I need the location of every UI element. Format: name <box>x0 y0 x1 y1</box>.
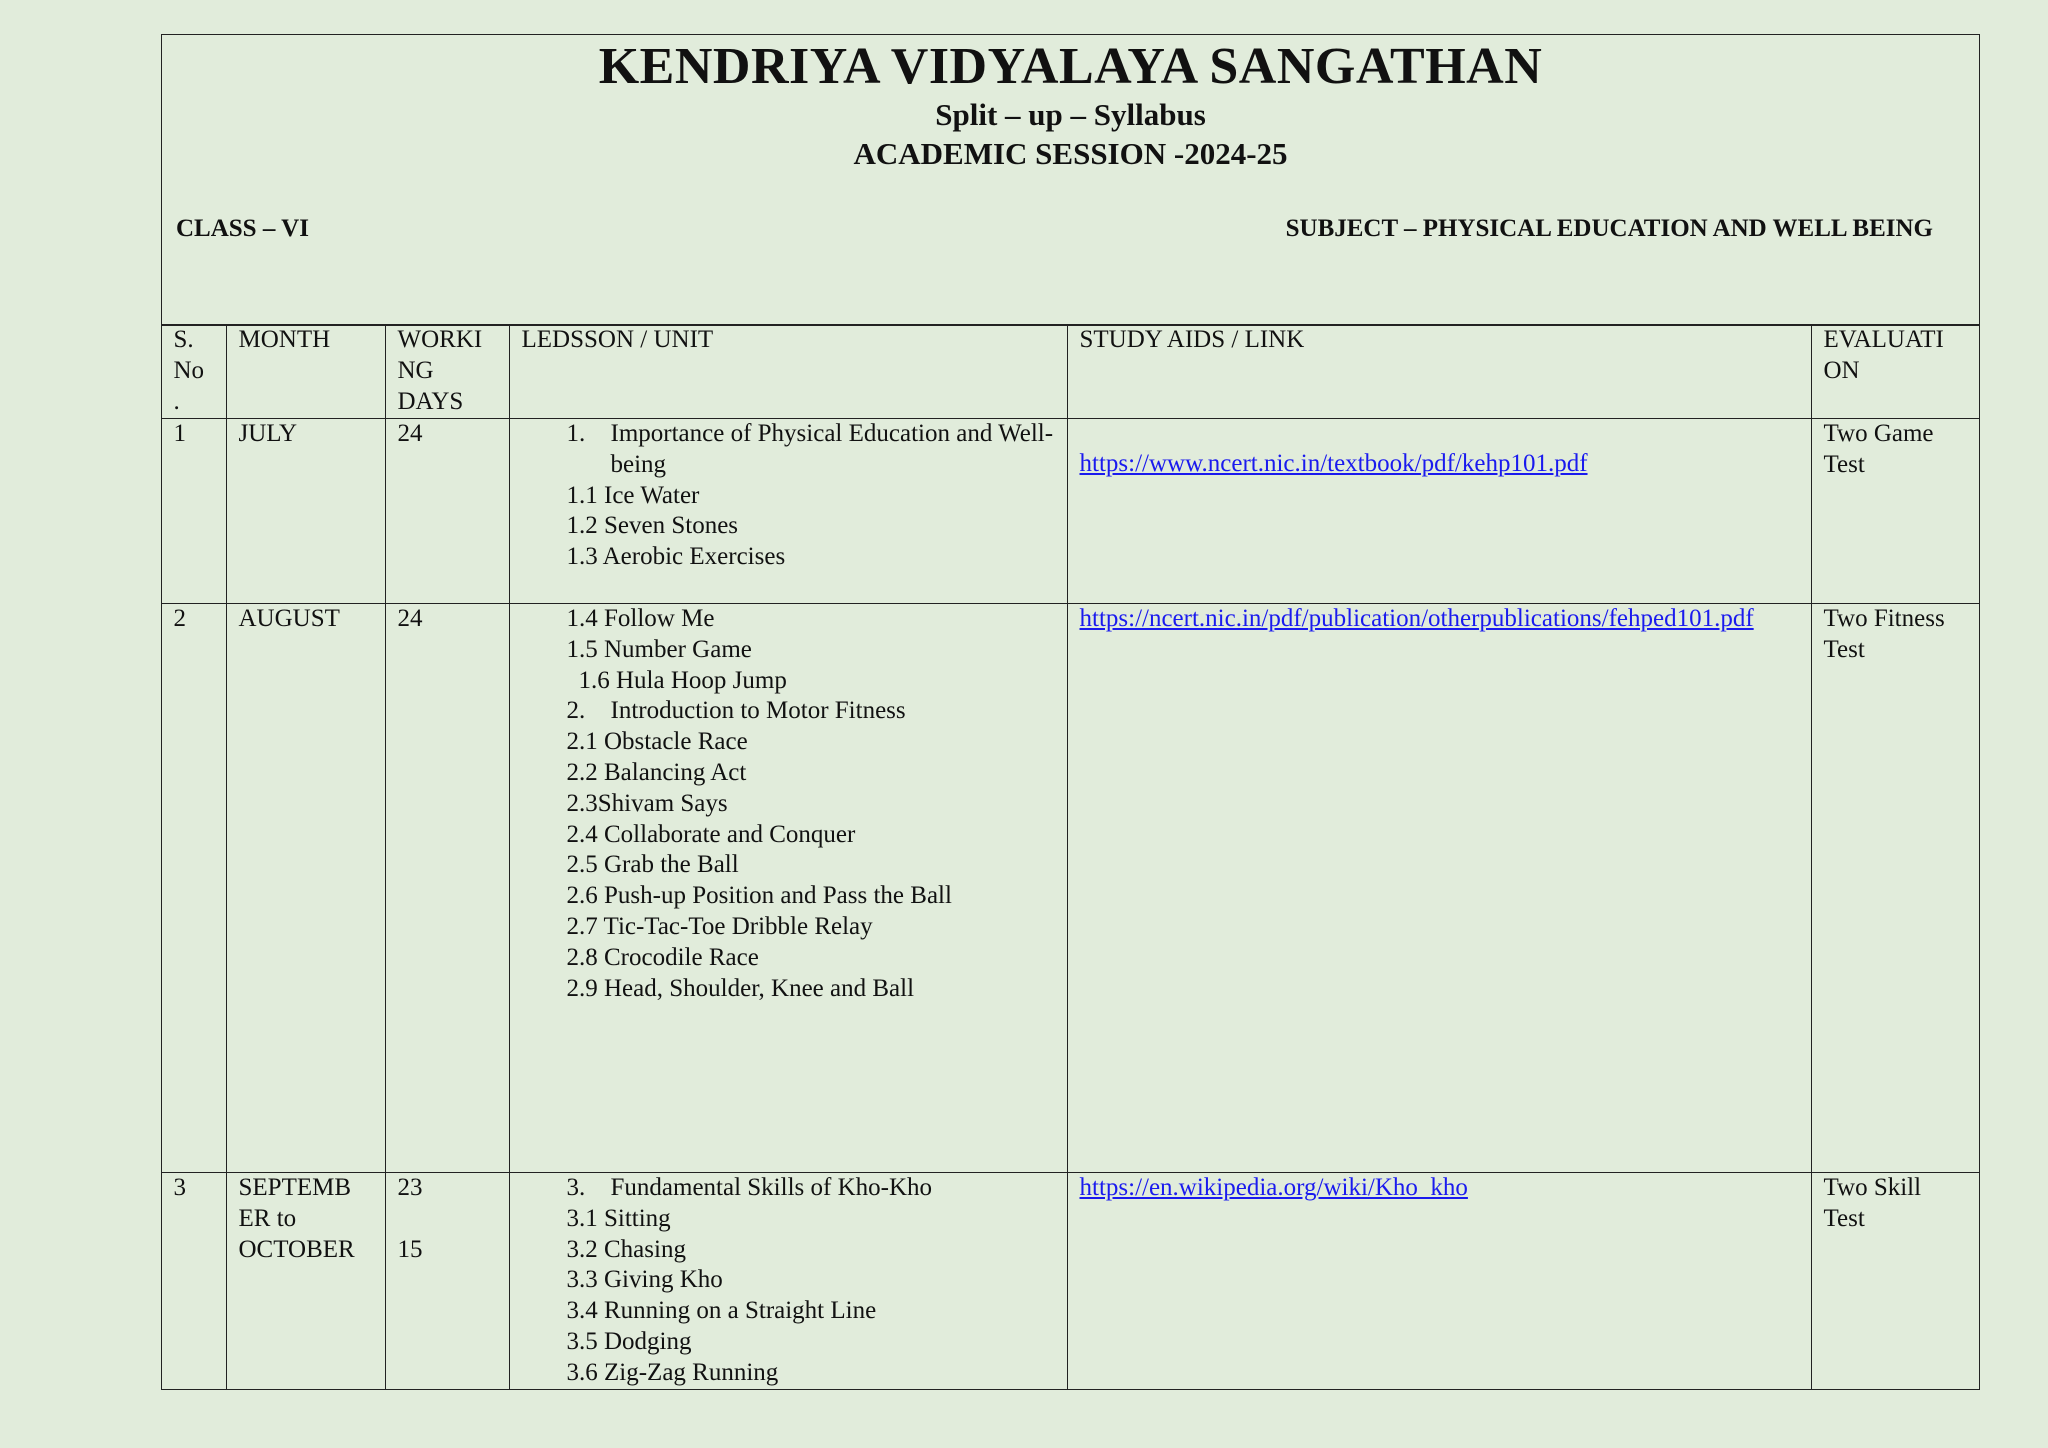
academic-session: ACADEMIC SESSION -2024-25 <box>853 136 1288 171</box>
lesson-item: 3.5 Dodging <box>566 1327 692 1355</box>
study-aid-link[interactable]: https://en.wikipedia.org/wiki/Kho_kho <box>1079 1174 1468 1201</box>
lesson-item: 2.4 Collaborate and Conquer <box>566 820 856 848</box>
lesson-item <box>567 1173 1055 1204</box>
study-aid-link[interactable]: https://ncert.nic.in/pdf/publication/otherpublications/fehped101.pdf <box>1079 605 1754 632</box>
cell-working-days <box>385 1173 509 1390</box>
table-header-row <box>161 325 1979 419</box>
syllabus-document <box>161 34 1980 1390</box>
lesson-item: 3.1 Sitting <box>566 1204 671 1232</box>
lesson-item: 2.3Shivam Says <box>566 789 728 817</box>
working-days-value: 24 <box>397 420 423 447</box>
cell-working-days <box>385 604 509 1173</box>
cell-study-aids <box>1067 419 1811 604</box>
lesson-item: 3.6 Zig-Zag Running <box>566 1358 779 1386</box>
lesson-item: 1.5 Number Game <box>566 635 752 663</box>
lesson-item: 1.1 Ice Water <box>566 481 700 509</box>
working-days-value: 23 <box>397 1174 423 1201</box>
cell-sno: 3 <box>161 1173 226 1390</box>
cell-sno: 2 <box>161 604 226 1173</box>
column-header-study-aids: STUDY AIDS / LINK <box>1067 325 1811 419</box>
lesson-item: 1.3 Aerobic Exercises <box>566 543 786 571</box>
class-label: CLASS – VI <box>176 215 309 242</box>
lesson-item: 2.5 Grab the Ball <box>566 851 739 879</box>
days-spacer <box>398 1204 497 1235</box>
lesson-item: 2.6 Push-up Position and Pass the Ball <box>566 882 952 910</box>
document-subtitle: Split – up – Syllabus <box>935 97 1206 132</box>
column-header-sno: S. No . <box>161 325 226 419</box>
cell-evaluation: Two Game Test <box>1811 419 1979 604</box>
lesson-item <box>567 696 1055 727</box>
working-days-value: 24 <box>397 605 423 632</box>
cell-evaluation: Two Skill Test <box>1811 1173 1979 1390</box>
lesson-item: 1.4 Follow Me <box>566 605 715 632</box>
lesson-item: 1.6 Hula Hoop Jump <box>578 666 787 694</box>
lesson-item: 2.9 Head, Shoulder, Knee and Ball <box>566 974 915 1002</box>
cell-month: JULY <box>226 419 385 604</box>
document-header <box>162 35 1979 326</box>
lesson-title: Fundamental Skills of Kho-Kho <box>610 1174 933 1201</box>
lesson-item: 3.3 Giving Kho <box>566 1266 723 1294</box>
lesson-list <box>522 419 1055 573</box>
lesson-item: 2.2 Balancing Act <box>566 758 747 786</box>
lesson-item: 2.1 Obstacle Race <box>566 728 748 756</box>
cell-working-days <box>385 419 509 604</box>
cell-study-aids <box>1067 604 1811 1173</box>
lesson-item: 1.2 Seven Stones <box>566 512 739 540</box>
table-row <box>161 419 1979 604</box>
lesson-item: 3.4 Running on a Straight Line <box>566 1297 877 1325</box>
lesson-list <box>522 604 1055 1004</box>
lesson-item: 2.8 Crocodile Race <box>566 943 759 971</box>
lesson-number: 3. <box>566 1174 586 1201</box>
cell-month: SEPTEMB ER to OCTOBER <box>226 1173 385 1390</box>
cell-month: AUGUST <box>226 604 385 1173</box>
lesson-list <box>522 1173 1055 1389</box>
subject-label: SUBJECT – PHYSICAL EDUCATION AND WELL BEING <box>1285 215 1933 242</box>
lesson-title: Introduction to Motor Fitness <box>610 697 906 725</box>
working-days-value: 15 <box>397 1235 423 1263</box>
lesson-number: 2. <box>566 697 586 725</box>
column-header-lesson-unit: LEDSSON / UNIT <box>509 325 1067 419</box>
cell-sno: 1 <box>161 419 226 604</box>
cell-lesson-unit <box>509 604 1067 1173</box>
column-header-evaluation: EVALUATI ON <box>1811 325 1979 419</box>
lesson-item: 3.2 Chasing <box>566 1235 686 1263</box>
lesson-number: 1. <box>566 420 586 447</box>
table-row <box>161 604 1979 1173</box>
lesson-item <box>567 419 1055 481</box>
table-row <box>161 1173 1979 1390</box>
cell-lesson-unit <box>509 419 1067 604</box>
syllabus-table <box>161 324 1980 1390</box>
lesson-title: Importance of Physical Education and Well-being <box>610 420 1054 478</box>
document-title: KENDRIYA VIDYALAYA SANGATHAN <box>598 38 1543 95</box>
lesson-item: 2.7 Tic-Tac-Toe Dribble Relay <box>566 912 873 940</box>
study-aid-link[interactable]: https://www.ncert.nic.in/textbook/pdf/kehp101.pdf <box>1079 450 1588 477</box>
cell-lesson-unit <box>509 1173 1067 1390</box>
column-header-working-days: WORKI NG DAYS <box>385 325 509 419</box>
cell-study-aids <box>1067 1173 1811 1390</box>
cell-evaluation: Two Fitness Test <box>1811 604 1979 1173</box>
column-header-month: MONTH <box>226 325 385 419</box>
